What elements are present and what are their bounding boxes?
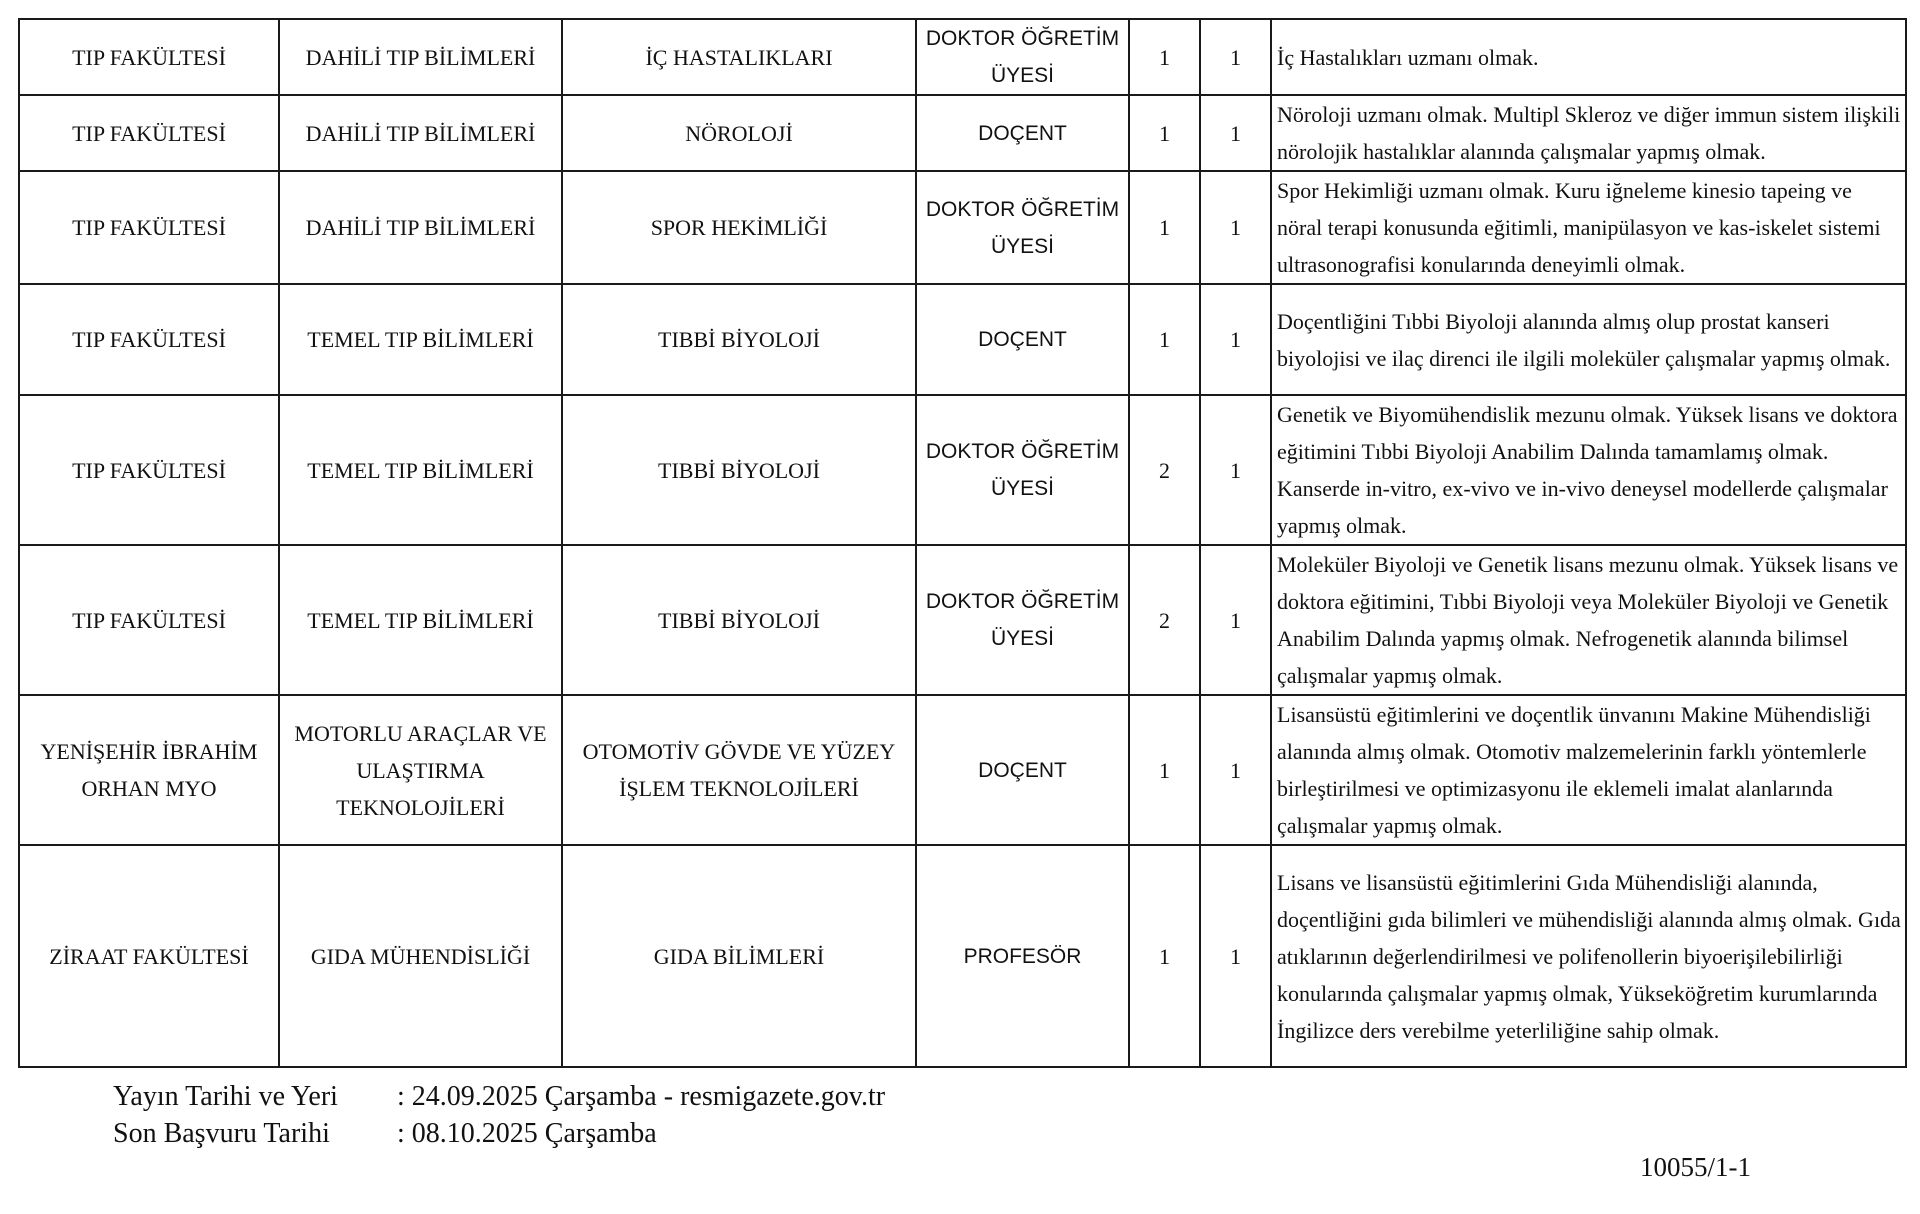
division-cell: TIBBİ BİYOLOJİ <box>562 545 916 695</box>
unit-cell: TIP FAKÜLTESİ <box>19 284 279 395</box>
unit-cell: TIP FAKÜLTESİ <box>19 19 279 95</box>
department-cell: GIDA MÜHENDİSLİĞİ <box>279 845 562 1067</box>
table-row <box>19 395 1906 545</box>
department-cell: DAHİLİ TIP BİLİMLERİ <box>279 171 562 284</box>
requirement-cell: Moleküler Biyoloji ve Genetik lisans mezunu olmak. Yüksek lisans ve doktora eğitimini, Tıbbi Biyoloji veya Moleküler Biyoloji ve Genetik Anabilim Dalında yapmış olmak. Nefrogenetik alanında bilimsel çalışmalar yapmış olmak. <box>1271 545 1906 695</box>
division-cell: OTOMOTİV GÖVDE VE YÜZEY İŞLEM TEKNOLOJİLERİ <box>562 695 916 845</box>
announcement-footer <box>113 1078 885 1152</box>
table-row <box>19 545 1906 695</box>
department-cell: TEMEL TIP BİLİMLERİ <box>279 395 562 545</box>
division-cell: İÇ HASTALIKLARI <box>562 19 916 95</box>
table-row <box>19 695 1906 845</box>
requirement-cell: Lisansüstü eğitimlerini ve doçentlik ünvanını Makine Mühendisliği alanında almış olmak. Otomotiv malzemelerinin farklı yöntemlerle birleştirilmesi ve optimizasyonu ile eklemeli imalat alanlarında çalışmalar yapmış olmak. <box>1271 695 1906 845</box>
requirement-cell: Doçentliğini Tıbbi Biyoloji alanında almış olup prostat kanseri biyolojisi ve ilaç direnci ile ilgili moleküler çalışmalar yapmış olmak. <box>1271 284 1906 395</box>
degree-cell: 2 <box>1129 545 1200 695</box>
title-cell: DOKTOR ÖĞRETİM ÜYESİ <box>916 19 1129 95</box>
count-cell: 1 <box>1200 695 1271 845</box>
count-cell: 1 <box>1200 395 1271 545</box>
count-cell: 1 <box>1200 845 1271 1067</box>
deadline-value: : 08.10.2025 Çarşamba <box>397 1118 657 1149</box>
table-row <box>19 845 1906 1067</box>
unit-cell: TIP FAKÜLTESİ <box>19 171 279 284</box>
department-cell: TEMEL TIP BİLİMLERİ <box>279 284 562 395</box>
unit-cell: TIP FAKÜLTESİ <box>19 95 279 171</box>
unit-cell: YENİŞEHİR İBRAHİM ORHAN MYO <box>19 695 279 845</box>
degree-cell: 2 <box>1129 395 1200 545</box>
degree-cell: 1 <box>1129 284 1200 395</box>
requirement-cell: İç Hastalıkları uzmanı olmak. <box>1271 19 1906 95</box>
division-cell: TIBBİ BİYOLOJİ <box>562 395 916 545</box>
department-cell: MOTORLU ARAÇLAR VE ULAŞTIRMA TEKNOLOJİLERİ <box>279 695 562 845</box>
requirement-cell: Lisans ve lisansüstü eğitimlerini Gıda Mühendisliği alanında, doçentliğini gıda bilimleri ve mühendisliği alanında almış olmak. Gıda atıklarının değerlendirilmesi ve polifenollerin biyoerişilebilirliği konularında çalışmalar yapmış olmak, Yükseköğretim kurumlarında İngilizce ders verebilme yeterliliğine sahip olmak. <box>1271 845 1906 1067</box>
publish-value: : 24.09.2025 Çarşamba - resmigazete.gov.tr <box>397 1081 886 1112</box>
division-cell: GIDA BİLİMLERİ <box>562 845 916 1067</box>
title-cell: DOKTOR ÖĞRETİM ÜYESİ <box>916 395 1129 545</box>
degree-cell: 1 <box>1129 845 1200 1067</box>
degree-cell: 1 <box>1129 19 1200 95</box>
table-row <box>19 95 1906 171</box>
faculty-positions-table <box>18 18 1907 1068</box>
degree-cell: 1 <box>1129 695 1200 845</box>
table-row <box>19 171 1906 284</box>
degree-cell: 1 <box>1129 171 1200 284</box>
table-row <box>19 19 1906 95</box>
department-cell: DAHİLİ TIP BİLİMLERİ <box>279 19 562 95</box>
publish-label: Yayın Tarihi ve Yeri <box>113 1081 338 1112</box>
unit-cell: ZİRAAT FAKÜLTESİ <box>19 845 279 1067</box>
requirement-cell: Spor Hekimliği uzmanı olmak. Kuru iğneleme kinesio tapeing ve nöral terapi konusunda eğitimli, manipülasyon ve kas-iskelet sistemi ultrasonografisi konularında deneyimli olmak. <box>1271 171 1906 284</box>
department-cell: DAHİLİ TIP BİLİMLERİ <box>279 95 562 171</box>
count-cell: 1 <box>1200 95 1271 171</box>
unit-cell: TIP FAKÜLTESİ <box>19 545 279 695</box>
publish-info <box>113 1078 885 1115</box>
title-cell: DOKTOR ÖĞRETİM ÜYESİ <box>916 171 1129 284</box>
requirement-cell: Nöroloji uzmanı olmak. Multipl Skleroz ve diğer immun sistem ilişkili nörolojik hastalıklar alanında çalışmalar yapmış olmak. <box>1271 95 1906 171</box>
unit-cell: TIP FAKÜLTESİ <box>19 395 279 545</box>
title-cell: DOÇENT <box>916 284 1129 395</box>
degree-cell: 1 <box>1129 95 1200 171</box>
count-cell: 1 <box>1200 545 1271 695</box>
division-cell: SPOR HEKİMLİĞİ <box>562 171 916 284</box>
title-cell: DOÇENT <box>916 695 1129 845</box>
division-cell: NÖROLOJİ <box>562 95 916 171</box>
table-row <box>19 284 1906 395</box>
count-cell: 1 <box>1200 19 1271 95</box>
deadline-info <box>113 1115 885 1152</box>
page-number: 10055/1-1 <box>1640 1152 1751 1182</box>
count-cell: 1 <box>1200 284 1271 395</box>
title-cell: DOÇENT <box>916 95 1129 171</box>
title-cell: PROFESÖR <box>916 845 1129 1067</box>
count-cell: 1 <box>1200 171 1271 284</box>
requirement-cell: Genetik ve Biyomühendislik mezunu olmak. Yüksek lisans ve doktora eğitimini Tıbbi Biyoloji Anabilim Dalında tamamlamış olmak. Kanserde in-vitro, ex-vivo ve in-vivo deneysel modellerde çalışmalar yapmış olmak. <box>1271 395 1906 545</box>
title-cell: DOKTOR ÖĞRETİM ÜYESİ <box>916 545 1129 695</box>
division-cell: TIBBİ BİYOLOJİ <box>562 284 916 395</box>
deadline-label: Son Başvuru Tarihi <box>113 1118 330 1149</box>
department-cell: TEMEL TIP BİLİMLERİ <box>279 545 562 695</box>
